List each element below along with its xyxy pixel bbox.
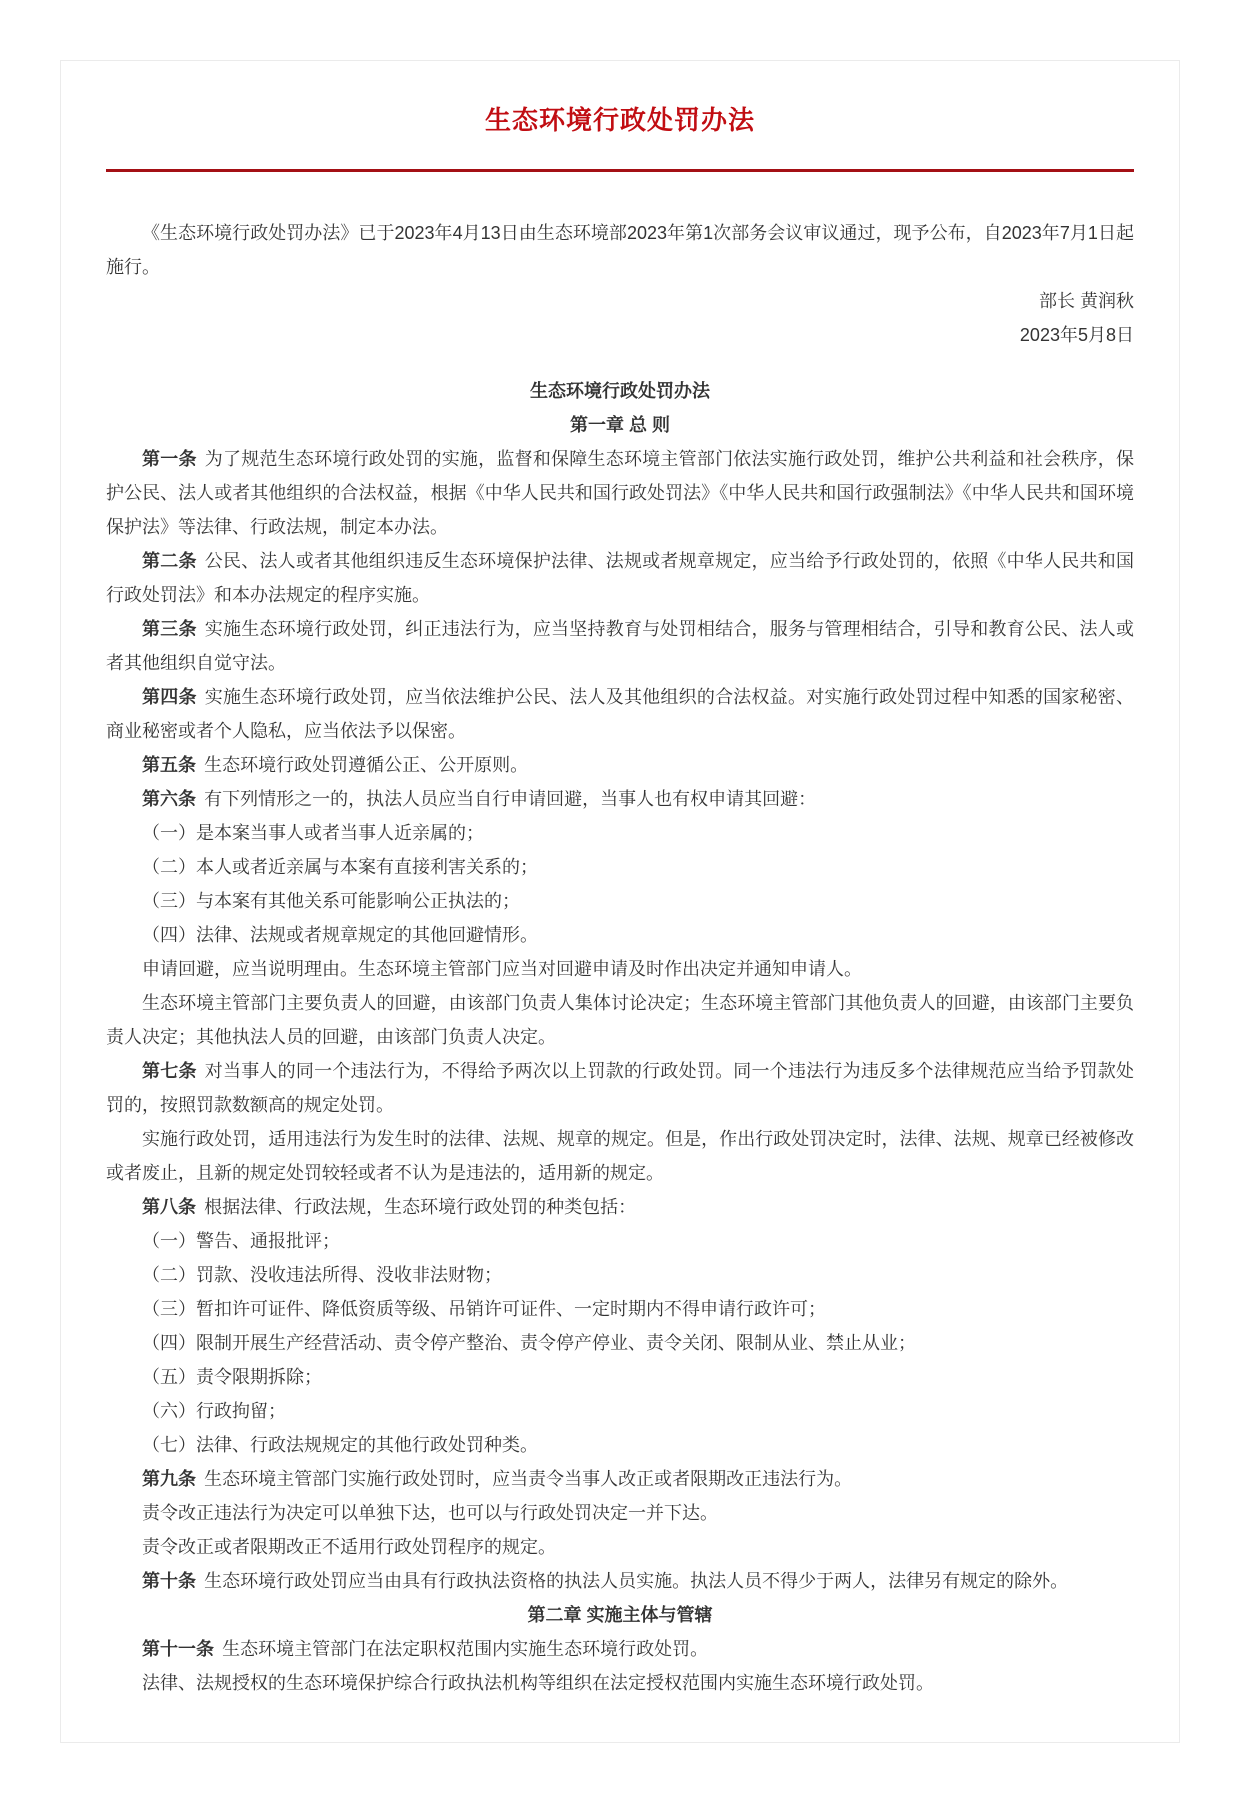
article-paragraph: [106, 442, 1134, 544]
red-divider: [106, 169, 1134, 172]
article-text: 对当事人的同一个违法行为，不得给予两次以上罚款的行政处罚。同一个违法行为违反多个法律规范应当给予罚款处罚的，按照罚款数额高的规定处罚。: [106, 1061, 1135, 1115]
article-number: 第四条: [142, 687, 197, 707]
body-paragraph: 生态环境主管部门主要负责人的回避，由该部门负责人集体讨论决定；生态环境主管部门其他负责人的回避，由该部门主要负责人决定；其他执法人员的回避，由该部门负责人决定。: [106, 993, 1134, 1047]
article-text: 为了规范生态环境行政处罚的实施，监督和保障生态环境主管部门依法实施行政处罚，维护公共利益和社会秩序，保护公民、法人或者其他组织的合法权益，根据《中华人民共和国行政处罚法》《中华人民共和国行政强制法》《中华人民共和国环境保护法》等法律、行政法规，制定本办法。: [106, 449, 1135, 537]
article-paragraph: [106, 612, 1134, 680]
document-body: [106, 374, 1134, 1700]
article-text: 生态环境主管部门在法定职权范围内实施生态环境行政处罚。: [222, 1639, 709, 1659]
article-paragraph: [106, 1054, 1134, 1122]
body-paragraph: （六）行政拘留；: [142, 1401, 286, 1421]
article-number: 第三条: [142, 619, 197, 639]
article-paragraph: [106, 782, 1134, 816]
article-text: 实施生态环境行政处罚，应当依法维护公民、法人及其他组织的合法权益。对实施行政处罚过程中知悉的国家秘密、商业秘密或者个人隐私，应当依法予以保密。: [106, 687, 1135, 741]
article-text: 有下列情形之一的，执法人员应当自行申请回避，当事人也有权申请其回避：: [204, 789, 817, 809]
article-paragraph: [106, 1632, 1134, 1666]
body-paragraph: （五）责令限期拆除；: [142, 1367, 322, 1387]
body-paragraph: （三）与本案有其他关系可能影响公正执法的；: [142, 891, 520, 911]
body-paragraph: 申请回避，应当说明理由。生态环境主管部门应当对回避申请及时作出决定并通知申请人。: [142, 959, 862, 979]
signature-line: 部长 黄润秋: [1038, 291, 1134, 311]
article-number: 第八条: [142, 1197, 196, 1217]
body-paragraph: （二）罚款、没收违法所得、没收非法财物；: [142, 1265, 502, 1285]
article-paragraph: [106, 1462, 1134, 1496]
body-paragraph: 法律、法规授权的生态环境保护综合行政执法机构等组织在法定授权范围内实施生态环境行政处罚。: [142, 1673, 934, 1693]
body-paragraph: （四）限制开展生产经营活动、责令停产整治、责令停产停业、责令关闭、限制从业、禁止从业；: [142, 1333, 916, 1353]
article-text: 公民、法人或者其他组织违反生态环境保护法律、法规或者规章规定，应当给予行政处罚的，依照《中华人民共和国行政处罚法》和本办法规定的程序实施。: [106, 551, 1135, 605]
article-number: 第十条: [142, 1571, 196, 1591]
article-paragraph: [106, 1564, 1134, 1598]
article-text: 实施生态环境行政处罚，纠正违法行为，应当坚持教育与处罚相结合，服务与管理相结合，引导和教育公民、法人或者其他组织自觉守法。: [106, 619, 1135, 673]
body-paragraph: （二）本人或者近亲属与本案有直接利害关系的；: [142, 857, 538, 877]
intro-paragraph: 《生态环境行政处罚办法》已于2023年4月13日由生态环境部2023年第1次部务会议审议通过，现予公布，自2023年7月1日起施行。: [106, 223, 1134, 277]
article-paragraph: [106, 680, 1134, 748]
article-number: 第二条: [142, 551, 197, 571]
article-text: 生态环境行政处罚应当由具有行政执法资格的执法人员实施。执法人员不得少于两人，法律另有规定的除外。: [204, 1571, 1069, 1591]
article-number: 第一条: [142, 449, 197, 469]
article-text: 生态环境行政处罚遵循公正、公开原则。: [204, 755, 529, 775]
body-paragraph: （一）是本案当事人或者当事人近亲属的；: [142, 823, 484, 843]
article-paragraph: [106, 1190, 1134, 1224]
article-text: 生态环境主管部门实施行政处罚时，应当责令当事人改正或者限期改正违法行为。: [204, 1469, 853, 1489]
document-page: [60, 60, 1180, 1743]
body-paragraph: 责令改正违法行为决定可以单独下达，也可以与行政处罚决定一并下达。: [142, 1503, 718, 1523]
publish-date-line: 2023年5月8日: [1019, 325, 1134, 345]
body-paragraph: （三）暂扣许可证件、降低资质等级、吊销许可证件、一定时期内不得申请行政许可；: [142, 1299, 826, 1319]
body-paragraph: 责令改正或者限期改正不适用行政处罚程序的规定。: [142, 1537, 556, 1557]
body-paragraph: 实施行政处罚，适用违法行为发生时的法律、法规、规章的规定。但是，作出行政处罚决定时，法律、法规、规章已经被修改或者废止，且新的规定处罚较轻或者不认为是违法的，适用新的规定。: [106, 1129, 1134, 1183]
article-paragraph: [106, 748, 1134, 782]
chapter-heading: 第一章 总 则: [569, 415, 670, 435]
article-number: 第七条: [142, 1061, 197, 1081]
article-text: 根据法律、行政法规，生态环境行政处罚的种类包括：: [204, 1197, 637, 1217]
chapter-heading: 第二章 实施主体与管辖: [527, 1605, 713, 1625]
article-number: 第五条: [142, 755, 196, 775]
chapter-heading: 生态环境行政处罚办法: [530, 381, 710, 401]
article-number: 第九条: [142, 1469, 196, 1489]
body-paragraph: （七）法律、行政法规规定的其他行政处罚种类。: [142, 1435, 538, 1455]
article-number: 第十一条: [142, 1639, 214, 1659]
page-title: 生态环境行政处罚办法: [484, 105, 755, 135]
article-number: 第六条: [142, 789, 196, 809]
body-paragraph: （一）警告、通报批评；: [142, 1231, 340, 1251]
article-paragraph: [106, 544, 1134, 612]
body-paragraph: （四）法律、法规或者规章规定的其他回避情形。: [142, 925, 538, 945]
browser-viewport: [0, 60, 1240, 1814]
